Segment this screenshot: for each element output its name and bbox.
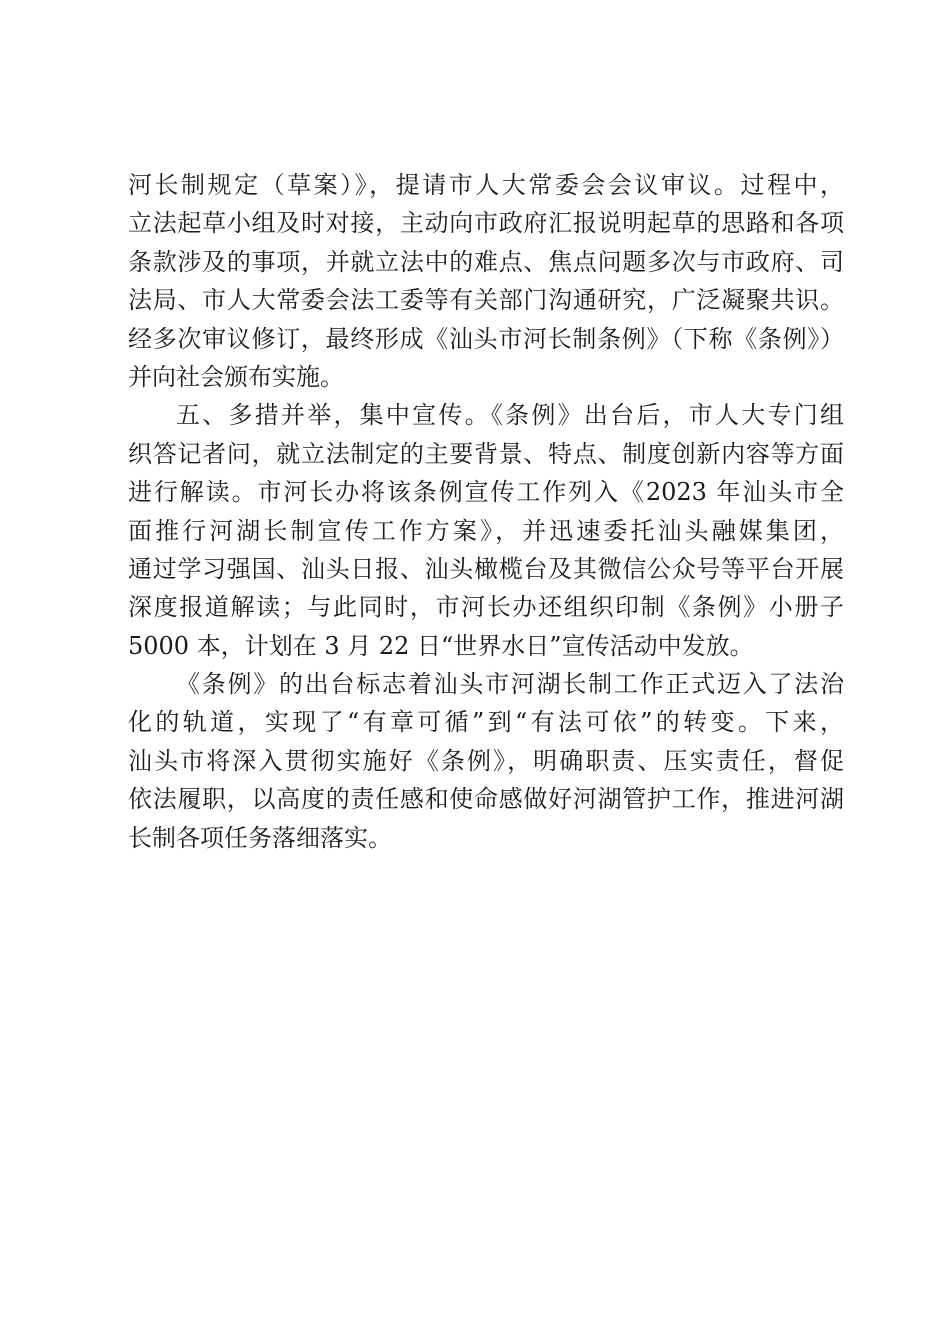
text-line: 河长制规定（草案）》，提请市人大常委会会议审议。过程中，: [128, 171, 844, 199]
text-line: 化的轨道，实现了“有章可循”到“有法可依”的转变。下来，: [128, 708, 844, 737]
paragraph-conclusion: [128, 665, 844, 857]
text-line: 深度报道解读；与此同时，市河长办还组织印制《条例》小册子: [128, 593, 844, 622]
text-line: 通过学习强国、汕头日报、汕头橄榄台及其微信公众号等平台开展: [128, 554, 844, 583]
text-line: 织答记者问，就立法制定的主要背景、特点、制度创新内容等方面: [128, 439, 844, 468]
text-line: 5000 本，计划在 3 月 22 日“世界水日”宣传活动中发放。: [128, 631, 754, 660]
document-body: [128, 166, 844, 857]
text-line: 进行解读。市河长办将该条例宣传工作列入《2023 年汕头市全: [128, 478, 844, 507]
text-line: 汕头市将深入贯彻实施好《条例》，明确职责、压实责任，督促: [128, 746, 844, 775]
text-line: 长制各项任务落细落实。: [128, 823, 392, 852]
text-line: 《条例》的出台标志着汕头市河湖长制工作正式迈入了法治: [176, 670, 844, 699]
text-line: 依法履职，以高度的责任感和使命感做好河湖管护工作，推进河湖: [128, 785, 844, 814]
text-line: 立法起草小组及时对接，主动向市政府汇报说明起草的思路和各项: [128, 209, 844, 238]
text-line: 经多次审议修订，最终形成《汕头市河长制条例》（下称《条例》）: [128, 324, 844, 353]
paragraph-five: [128, 396, 844, 665]
paragraph-continuation: [128, 166, 844, 396]
text-line: 五、多措并举，集中宣传。《条例》出台后，市人大专门组: [176, 401, 844, 430]
text-line: 法局、市人大常委会法工委等有关部门沟通研究，广泛凝聚共识。: [128, 286, 844, 315]
text-line: 条款涉及的事项，并就立法中的难点、焦点问题多次与市政府、司: [128, 247, 844, 276]
text-line: 面推行河湖长制宣传工作方案》，并迅速委托汕头融媒集团，: [128, 516, 844, 545]
text-line: 并向社会颁布实施。: [128, 362, 344, 391]
